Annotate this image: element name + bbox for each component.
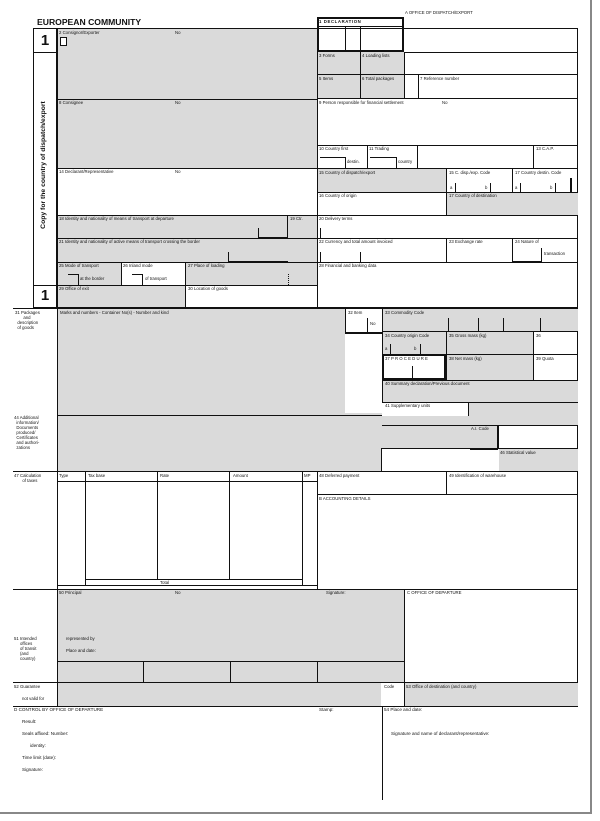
box-34-b: b (414, 346, 417, 351)
box-52-label: 52 Guarantee (14, 684, 41, 689)
total-label: Total (160, 580, 170, 585)
box-44-label: 44 Additional information/ Documents produced/ Certificates and authori- zations (14, 415, 40, 450)
office-dispatch-label: A OFFICE OF DISPATCH/EXPORT (405, 10, 473, 15)
box-2-no: No (175, 30, 181, 35)
time-limit-label: Time limit (date): (22, 755, 57, 760)
box-2-consignor[interactable] (58, 29, 317, 99)
box-28-label: 28 Financial and banking data (319, 263, 377, 268)
box-53-label: 53 Office of destination (and country) (406, 684, 477, 689)
box-8-label: 8 Consignee (59, 100, 84, 105)
box-50-principal[interactable] (58, 590, 404, 661)
box-11-label: 11 Trading (369, 146, 389, 151)
box-50-label: 50 Principal (59, 590, 82, 595)
box-15a-b: b (485, 185, 488, 190)
box-25-label: 25 Mode of transport (59, 263, 99, 268)
box-41-label: 41 Supplementary units (385, 403, 431, 408)
control-label: D CONTROL BY OFFICE OF DEPARTURE (14, 707, 104, 712)
box-32-label: 32 Item (348, 310, 363, 315)
box-13-label: 13 C.A.P. (536, 146, 554, 151)
box-22-label: 22 Currency and total amount invoiced (319, 239, 393, 244)
box-52-guarantee[interactable] (58, 683, 381, 706)
box-17a-b: b (550, 185, 553, 190)
box-3-label: 3 Forms (319, 53, 335, 58)
box-1-label: 1 DECLARATION (319, 19, 362, 24)
box-5-label: 5 Items (319, 76, 334, 81)
box-54-label: 54 Place and date: (384, 707, 423, 712)
not-valid-label: not valid for (22, 696, 45, 701)
box-7-label: 7 Reference number (420, 76, 460, 81)
box-38-label: 38 Net mass (kg) (449, 356, 482, 361)
seals-label: Seals affixed: Number: (22, 731, 69, 736)
box-19-label: 19 Ctr. (290, 216, 303, 221)
box-34-a: a (385, 346, 388, 351)
box-26-label: 26 Inland mode (123, 263, 153, 268)
signature-label: Signature: (326, 590, 346, 595)
box-20-label: 20 Delivery terms (319, 216, 353, 221)
box-16-label: 16 Country of origin (319, 193, 357, 198)
box-9-label: 9 Person responsible for financial settlement (319, 100, 404, 105)
box-29-label: 29 Office of exit (59, 286, 89, 291)
box-17a-label: 17 Country destin. Code (515, 170, 562, 175)
box-24-label: 24 Nature of (515, 239, 539, 244)
col-tax-base: Tax base (88, 473, 106, 478)
copy-text: Copy for the country of dispatch/export (40, 101, 47, 229)
copy-number-top: 1 (40, 32, 50, 49)
stamp-label: Stamp: (319, 707, 334, 712)
box-47-label: 47 Calculation of taxes (14, 473, 42, 483)
box-37-label: 37 P R O C E D U R E (385, 356, 428, 361)
box-11-country: country (398, 159, 413, 164)
col-type: Type (59, 473, 69, 478)
box-44-additional[interactable] (58, 416, 498, 448)
box-49-label: 49 Identification of warehouse (449, 473, 507, 478)
box-14-no: No (175, 169, 181, 174)
col-mp: MP (304, 473, 311, 478)
col-amount: Amount (233, 473, 248, 478)
box-18-label: 18 Identity and nationality of means of transport at departure (59, 216, 174, 221)
signature-declarant-label: Signature and name of declarant/representative: (391, 731, 490, 736)
box-25-border: at the border (80, 276, 105, 281)
box-31-label: 31 Packages and description of goods (15, 310, 40, 330)
office-departure-label: C OFFICE OF DEPARTURE (407, 590, 462, 595)
copy-number-bottom: 1 (40, 287, 50, 304)
box-23-label: 23 Exchange rate (449, 239, 483, 244)
col-rate: Rate (160, 473, 170, 478)
box-17a-a: a (515, 185, 518, 190)
box-4-label: 4 Loading lists (362, 53, 390, 58)
box-15a-label: 15 C. disp./exp. Code (449, 170, 491, 175)
box-21-label: 21 Identity and nationality of active means of transport crossing the border (59, 239, 200, 244)
box-34-label: 34 Country origin Code (385, 333, 430, 338)
box-35-label: 35 Gross mass (kg) (449, 333, 487, 338)
place-date-label: Place and date: (66, 648, 96, 653)
result-label: Result: (22, 719, 37, 724)
box-10-destin: destin. (347, 159, 360, 164)
community-title: EUROPEAN COMMUNITY (37, 17, 142, 27)
box-8-consignee[interactable] (58, 100, 317, 168)
signature-d-label: Signature: (22, 767, 43, 772)
page-edge-bottom (0, 812, 592, 814)
box-14-label: 14 Declarant/Representative (59, 169, 114, 174)
box-17-label: 17 Country of destination (449, 193, 497, 198)
box-44-additional-b[interactable] (58, 448, 381, 471)
box-31-description[interactable] (58, 309, 345, 413)
box-9-no: No (442, 100, 448, 105)
box-40-label: 40 Summary declaration/Previous document (385, 381, 470, 386)
box-33-label: 33 Commodity Code (385, 310, 425, 315)
box-30-label: 30 Location of goods (188, 286, 228, 291)
box-10-label: 10 Country first (319, 146, 349, 151)
marks-label: Marks and numbers - Container No(s) - Number and kind (60, 310, 169, 315)
box-8-no: No (175, 100, 181, 105)
identity-label: identity: (30, 743, 46, 748)
ai-code-label: A.I. Code (471, 426, 489, 431)
box-32-no: No (370, 321, 376, 326)
box-27-label: 27 Place of loading (188, 263, 225, 268)
box-51-label: 51 Intended offices of transit (and country) (14, 636, 37, 661)
box-24-transaction: transaction (544, 251, 566, 256)
code-label: Code (384, 684, 395, 689)
box-15-label: 15 Country of dispatch/export (319, 170, 376, 175)
box-46-label: 46 Statistical value (500, 450, 536, 455)
box-48-label: 48 Deferred payment (319, 473, 360, 478)
accounting-label: B ACCOUNTING DETAILS (319, 496, 371, 501)
box-39-label: 39 Quota (536, 356, 554, 361)
consignor-checkbox[interactable] (60, 37, 67, 46)
represented-label: represented by (66, 636, 95, 641)
box-6-label: 6 Total packages (362, 76, 395, 81)
box-50-no: No (175, 590, 181, 595)
box-15a-a: a (450, 185, 453, 190)
page-edge (590, 0, 592, 812)
box-36-label: 36 (536, 333, 541, 338)
box-26-transport: of transport (145, 276, 167, 281)
box-2-label: 2 Consignor/Exporter (59, 30, 100, 35)
box-51-transit[interactable] (58, 662, 404, 682)
